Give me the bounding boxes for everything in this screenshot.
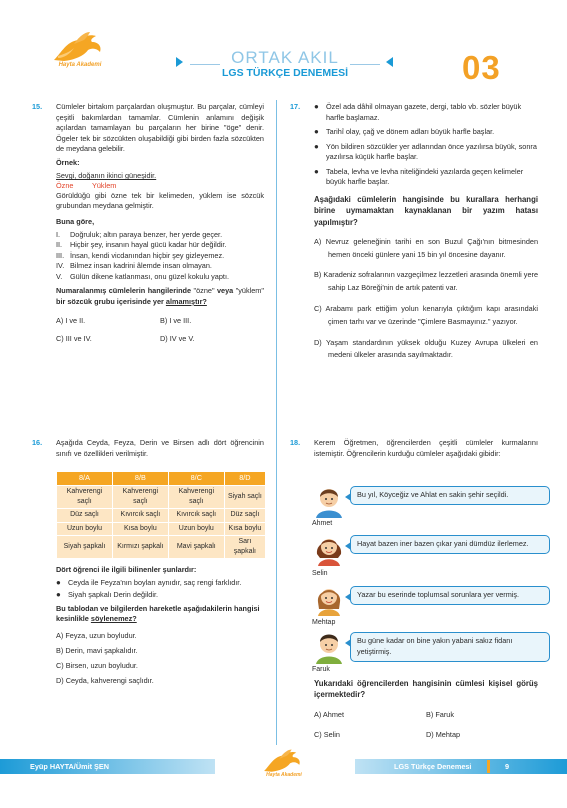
page-subtitle: LGS TÜRKÇE DENEMESİ [221,67,348,79]
avatar [312,532,346,566]
list-item [56,240,264,251]
list-mark: II. [56,240,63,250]
logo-text: Hayta Akademi [58,62,102,68]
question-intro: Cümleler birtakım parçalardan oluşmuştur. Bu parçalar, cümleyi çeşitli bakımlardan tamamlar. Cümlenin anlamını değişik açılardan tamamlayan bu parçaların her birine "öge" denir. Ögeler tek bir sözcükten oluşabildiği gibi birden fazla sözcükten de meydana gelebilir. [56,102,264,154]
option-b[interactable]: B) I ve III. [160,315,192,325]
avatar [312,484,346,518]
answer-options [56,316,264,345]
arrow-left-icon [386,57,393,67]
table-cell: Uzun boylu [57,522,113,535]
chat-mehtap [312,582,552,628]
question-intro: Aşağıda Ceyda, Feyza, Derin ve Birsen adlı dört öğrencinin sınıfı ve özellikleri verilmiştir. [56,438,264,458]
boy-avatar-icon [312,484,346,518]
stem-quote: "yüklem" [235,286,264,296]
chat-faruk [312,630,552,676]
list-item [56,272,264,283]
rule-item [314,102,538,123]
list-text: Bilmez insan kadrini âlemde insan olmayan. [70,261,212,271]
test-number: 03 [462,49,501,86]
rule-item [314,167,538,188]
student-name: Selin [312,570,328,577]
bullet-icon: ● [56,577,61,587]
example-label: Örnek: [56,157,80,167]
footer-test-name: LGS Türkçe Denemesi [394,762,472,771]
question-number: 18. [290,438,301,447]
table-cell: Kırmızı şapkalı [112,535,168,558]
list-item [56,251,264,262]
stem-underlined: söylenemez? [90,614,137,624]
option-a[interactable]: A) I ve II. [56,315,86,325]
table-header: 8/D [224,472,265,486]
bullet-icon: ● [314,102,319,111]
chat-ahmet [312,484,552,530]
question-stem: Aşağıdaki cümlelerin hangisinde bu kurallara herhangi birine uymamaktan kaynaklanan bir yazım hatası yapılmıştır? [314,195,538,227]
table-cell: Düz saçlı [224,509,265,522]
question-stem: Yukarıdaki öğrencilerden hangisinin cümlesi kişisel görüş içermektedir? [314,679,538,700]
predicate-label: Yüklem [92,181,117,191]
list-mark: I. [56,229,61,239]
table-cell: Kısa boylu [112,522,168,535]
list-item [56,230,264,241]
rule-text: Özel ada dâhil olmayan gazete, dergi, tablo vb. sözler büyük harfle başlamaz. [326,102,522,122]
option-b[interactable]: B) Derin, mavi şapkalıdır. [56,645,138,655]
option-b[interactable]: B) Karadeniz sofralarının vazgeçilmez lezzetleri arasında önemli yere sahip Laz Böreği'nin de artık patenti var. [314,270,538,293]
rule-item [314,142,538,163]
option-d[interactable]: D) IV ve V. [160,334,195,344]
numbered-list [56,230,264,283]
option-d[interactable]: D) Yaşam standardının yüksek olduğu Kuzey Avrupa ülkeleri en medeni ülkeler arasında sayılmaktadır. [314,337,538,360]
example-sentence: Sevgi, doğanın ikinci güneşidir. [56,171,157,181]
footer-separator [487,760,490,773]
rule-list [314,102,538,188]
footer-authors: Eyüp HAYTA/Ümit ŞEN [30,762,110,771]
table-cell: Kahverengi saçlı [168,486,224,509]
question-17 [290,102,538,362]
rule-text: Yön bildiren sözcükler yer adlarından önce yazılırsa büyük, sonra yazılırsa küçük harfle başlar. [326,141,537,162]
table-cell: Kahverengi saçlı [57,486,113,509]
info-text: Siyah şapkalı Derin değildir. [68,590,159,600]
example-explanation: Görüldüğü gibi özne tek bir kelimeden, yüklem ise sözcük grubundan meydana gelmiştir. [56,190,264,211]
table-cell: Düz saçlı [57,509,113,522]
student-name: Ahmet [312,520,333,527]
option-c[interactable]: C) Selin [314,730,340,740]
table-row [57,486,266,509]
girl-avatar-icon [312,532,346,566]
table-cell: Kahverengi saçlı [112,486,168,509]
list-text: Hiçbir şey, insanın hayal gücü kadar hür değildir. [70,240,227,250]
info-item [56,578,264,589]
question-number: 15. [32,102,43,111]
info-list [56,578,264,601]
table-cell: Uzun boylu [168,522,224,535]
avatar [312,582,346,616]
list-mark: III. [56,250,65,260]
example-labels [56,182,264,191]
option-c[interactable]: C) Arabamı park ettiğim yolun kenarıyla çıktığım kapı arasındaki çimen tarhı var ve üzerinde "Çimlere Basmayınız." yazıyor. [314,304,538,326]
speech-bubble: Yazar bu eserinde toplumsal sorunlara yer vermiş. [350,586,550,605]
list-mark: V. [56,271,63,281]
stem-part: veya [217,286,234,296]
bullet-icon: ● [56,590,61,600]
stem-part: Numaralanmış cümlelerin hangilerinde [56,286,192,296]
bullet-icon: ● [314,127,319,137]
table-header: 8/A [57,472,113,486]
table-header: 8/C [168,472,224,486]
answer-options [56,629,264,689]
table-cell: Mavi şapkalı [168,535,224,558]
question-16 [32,438,264,689]
table-cell: Siyah şapkalı [57,535,113,558]
question-18 [290,438,538,459]
list-text: Gülün dikene katlanması, onu güzel kokulu yaptı. [70,271,230,281]
subject-label: Özne [56,181,74,191]
list-text: Doğruluk; altın paraya benzer, her yerde geçer. [70,229,223,239]
footer-logo [256,748,312,784]
rule-text: Tarihî olay, çağ ve dönem adları büyük harfle başlar. [326,127,495,137]
table-row [57,509,266,522]
list-intro: Buna göre, [56,216,95,226]
info-title: Dört öğrenci ile ilgili bilinenler şunlardır: [56,565,197,574]
info-item [56,590,264,601]
stem-part: Bu tablodan ve bilgilerden hareketle aşağıdakilerin hangisi kesinlikle [56,603,260,624]
rule-text: Tabela, levha ve levha niteliğindeki yazılarda geçen kelimeler büyük harfle başlar. [326,166,524,187]
question-stem [56,604,264,625]
hayta-akademi-logo [44,30,116,74]
table-row [57,535,266,558]
question-number: 16. [32,438,43,447]
page-number: 9 [505,762,510,771]
answer-options [314,236,538,362]
option-c[interactable]: C) Birsen, uzun boyludur. [56,660,138,670]
speech-bubble: Bu yıl, Köyceğiz ve Ahlat en sakin şehir seçildi. [350,486,550,505]
table-cell: Kıvırcık saçlı [168,509,224,522]
option-a[interactable]: A) Feyza, uzun boyludur. [56,630,137,640]
question-intro: Kerem Öğretmen, öğrencilerden çeşitli cümleler kurmalarını istemiştir. Öğrencilerin kurduğu cümleler aşağıdaki gibidir: [314,438,538,458]
table-cell: Kıvırcık saçlı [112,509,168,522]
bullet-icon: ● [314,141,319,151]
option-a[interactable]: A) Ahmet [314,709,345,719]
student-name: Faruk [312,666,330,673]
bullet-icon: ● [314,166,319,176]
horse-icon [44,30,116,64]
rule-item [314,127,538,138]
table-cell: Sarı şapkalı [224,535,265,558]
page-header [0,0,567,92]
question-18-stem [290,678,538,741]
question-stem [56,286,264,307]
list-text: İnsan, kendi vicdanından hiçbir şey gizleyemez. [70,250,225,260]
answer-options [314,710,538,741]
table-cell: Kısa boylu [224,522,265,535]
info-text: Ceyda ile Feyza'nın boyları aynıdır, saç rengi farklıdır. [68,577,242,587]
list-item [56,261,264,272]
option-d[interactable]: D) Mehtap [426,730,461,740]
footer-logo-text: Hayta Akademi [266,772,302,778]
chat-selin [312,532,552,578]
page-title: ORTAK AKIL [231,48,339,67]
table-cell: Siyah saçlı [224,486,265,509]
horse-icon [256,748,312,774]
question-15 [32,102,264,345]
question-number: 17. [290,102,301,111]
table-row [57,522,266,535]
girl-avatar-icon [312,582,346,616]
arrow-right-icon [176,57,183,67]
option-a[interactable]: A) Nevruz geleneğinin tarihi en son Buzul Çağı'nın bitmesinden hemen önceki günlere yani 15 bin yıl öncesine dayanır. [314,236,538,259]
avatar [312,630,346,664]
stem-underlined: almamıştır? [165,297,207,306]
table-header-row [57,472,266,486]
table-header: 8/B [112,472,168,486]
student-name: Mehtap [312,619,336,626]
student-table [56,471,266,559]
option-d[interactable]: D) Ceyda, kahverengi saçlıdır. [56,675,154,685]
speech-bubble: Hayat bazen iner bazen çıkar yani dümdüz ilerlemez. [350,535,550,554]
stem-part: bir sözcük grubu içerisinde yer [56,297,164,306]
speech-bubble: Bu güne kadar on bine yakın yabani sakız fidanı yetiştirmiş. [350,632,550,662]
option-c[interactable]: C) III ve IV. [56,334,92,344]
boy-avatar-icon [312,630,346,664]
stem-quote: "özne" [193,286,215,296]
option-b[interactable]: B) Faruk [426,709,454,719]
column-divider [276,100,277,745]
list-mark: IV. [56,261,65,271]
